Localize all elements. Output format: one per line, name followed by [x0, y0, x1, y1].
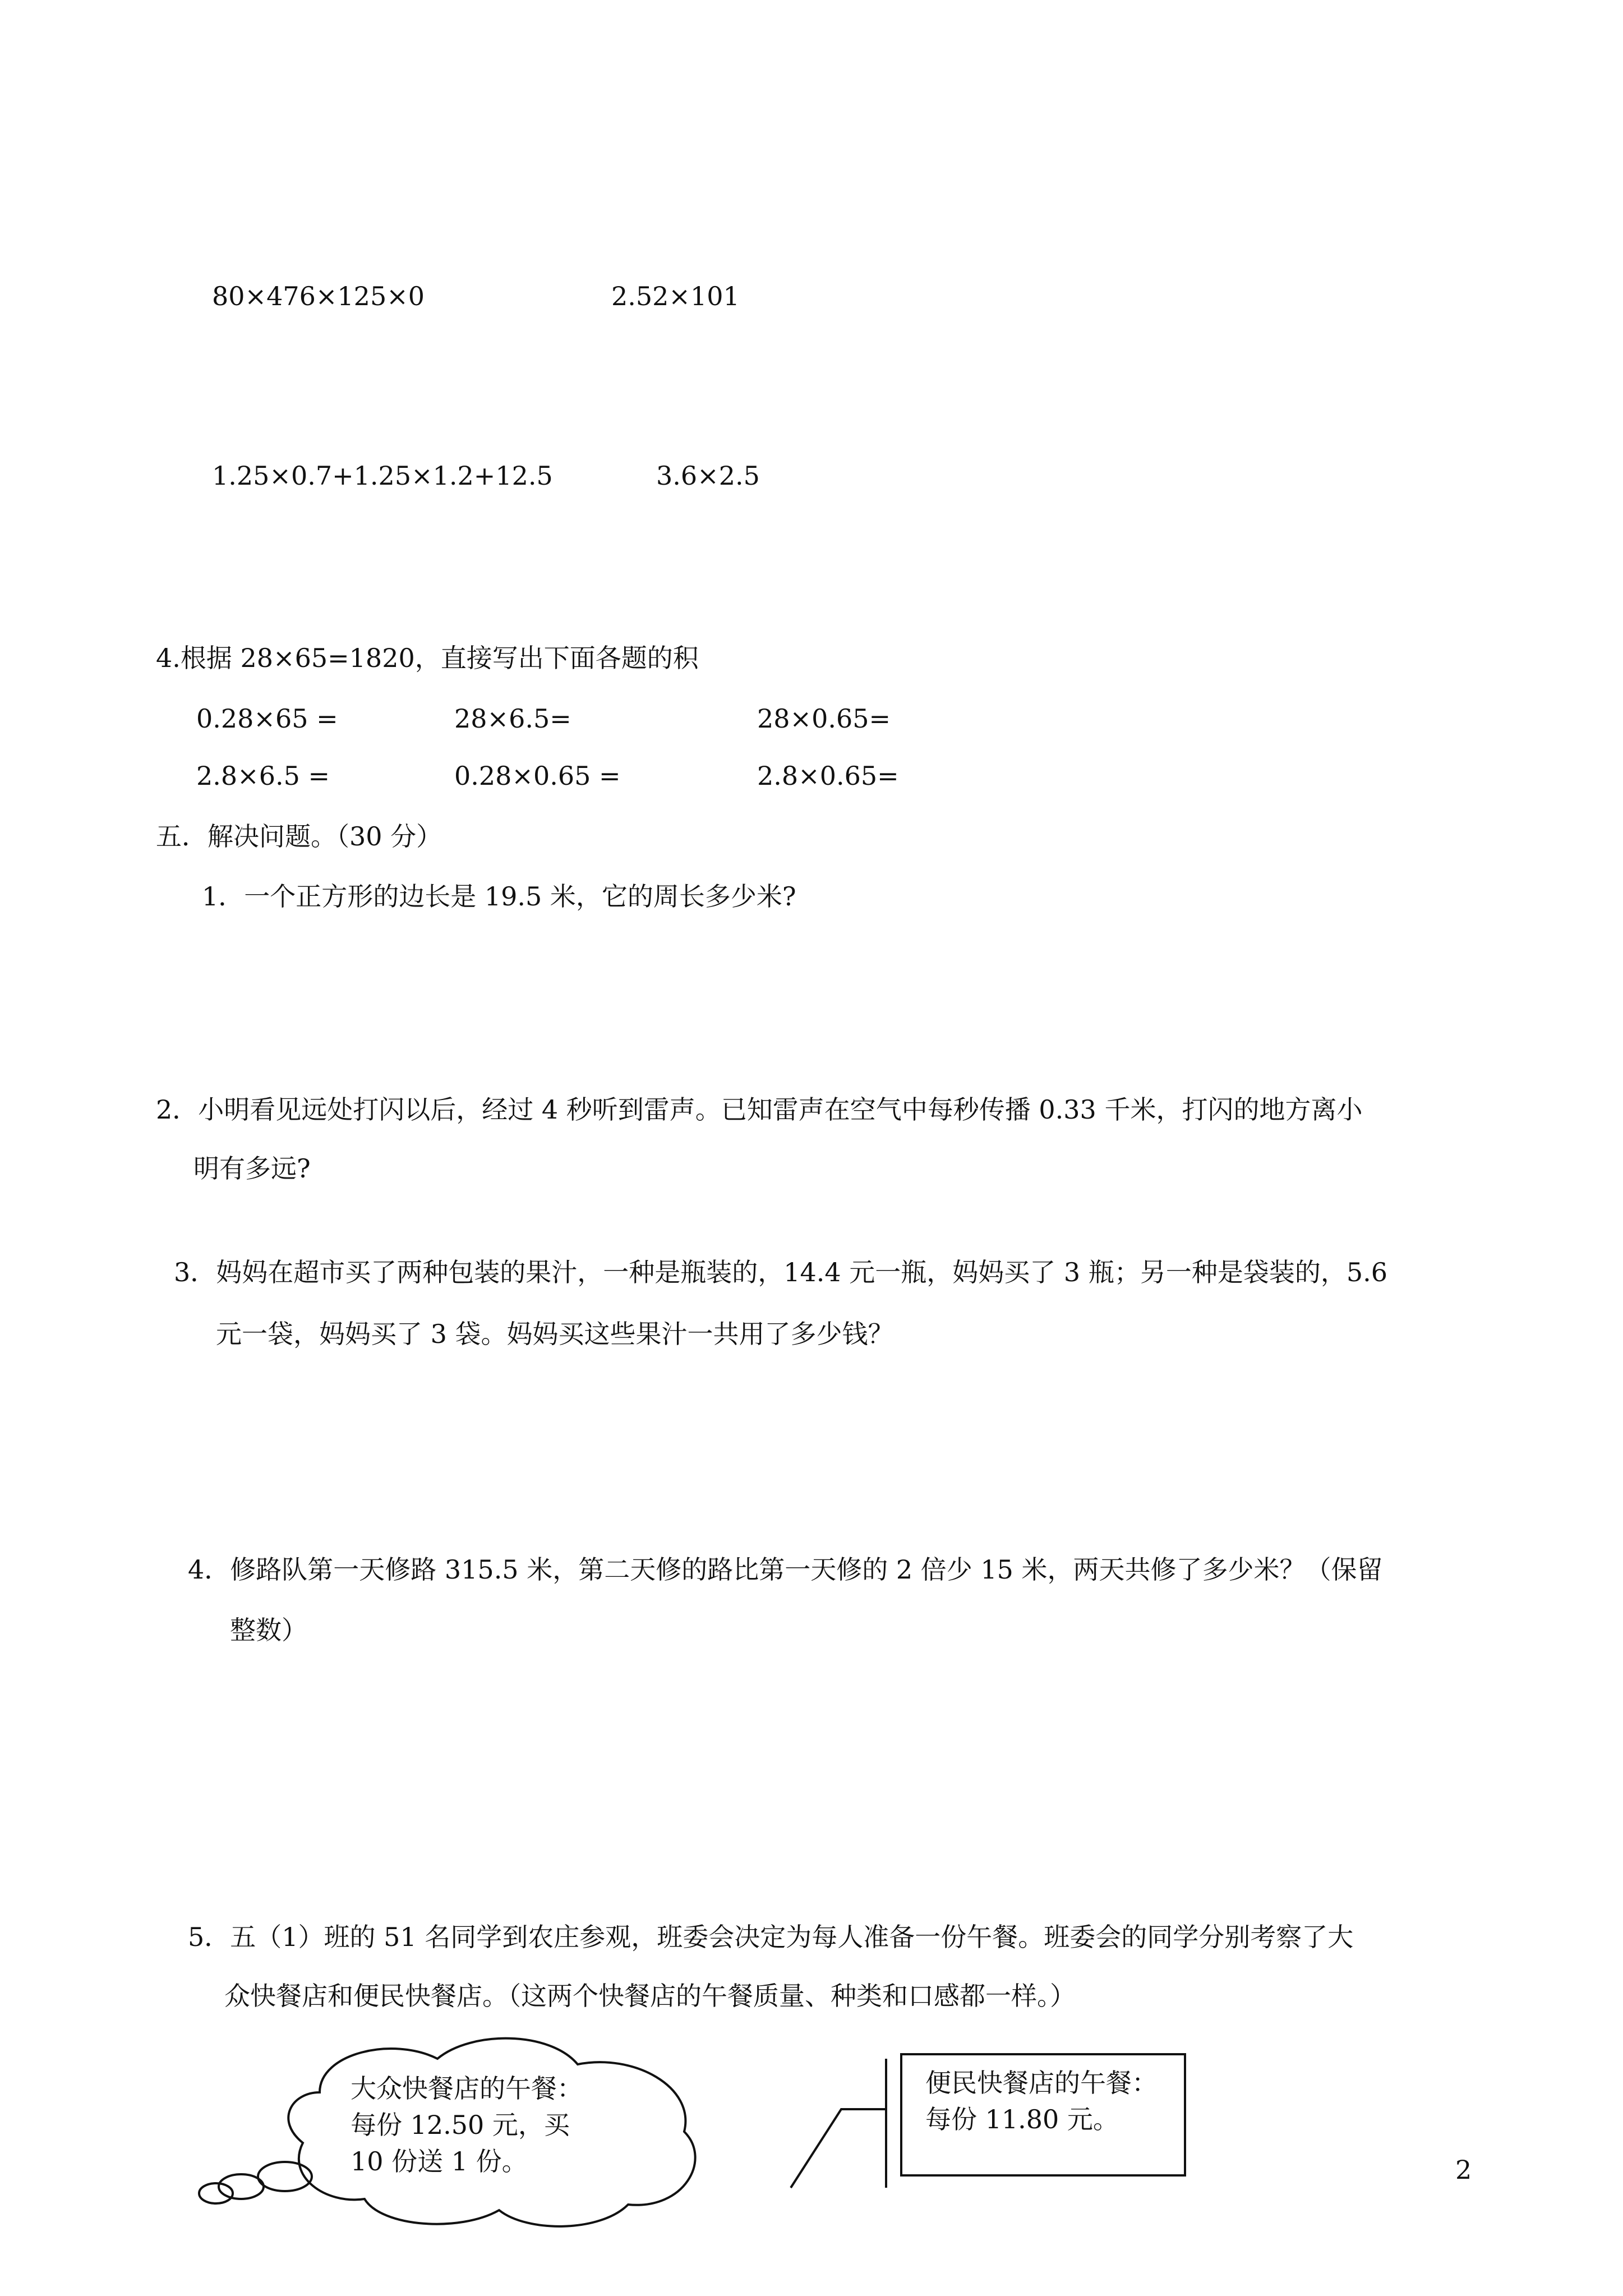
problem-2-line2: 明有多远? — [193, 1153, 311, 1184]
problem-5-line2: 众快餐店和便民快餐店。（这两个快餐店的午餐质量、种类和口感都一样。） — [224, 1981, 1076, 2011]
problem-4-line2: 整数） — [230, 1615, 307, 1645]
q4-item: 0.28×65 = — [196, 703, 338, 734]
cloud-text-line1: 大众快餐店的午餐： — [351, 2073, 583, 2104]
q4-item: 0.28×0.65 = — [454, 761, 621, 791]
expr-3: 1.25×0.7+1.25×1.2+12.5 — [212, 461, 553, 491]
problem-1: 1．一个正方形的边长是 19.5 米，它的周长多少米? — [202, 881, 796, 912]
q4-item: 2.8×6.5 = — [196, 761, 330, 791]
cloud-text-line3: 10 份送 1 份。 — [351, 2146, 528, 2177]
problem-3-line1: 3．妈妈在超市买了两种包装的果汁，一种是瓶装的，14.4 元一瓶，妈妈买了 3 瓶；另一种是袋装的，5.6 — [174, 1257, 1387, 1287]
problem-5-line1: 5．五（1）班的 51 名同学到农庄参观，班委会决定为每人准备一份午餐。班委会的同学分别考察了大 — [188, 1922, 1354, 1952]
page-number: 2 — [1455, 2155, 1472, 2185]
q4-title: 4.根据 28×65=1820，直接写出下面各题的积 — [156, 643, 699, 673]
problem-3-line2: 元一袋，妈妈买了 3 袋。妈妈买这些果汁一共用了多少钱？ — [216, 1319, 894, 1349]
q4-item: 2.8×0.65= — [757, 761, 899, 791]
expr-1: 80×476×125×0 — [212, 281, 425, 311]
problem-4-line1: 4．修路队第一天修路 315.5 米，第二天修的路比第一天修的 2 倍少 15 米，两天共修了多少米？（保留 — [188, 1554, 1383, 1585]
box-text-line2: 每份 11.80 元。 — [925, 2104, 1119, 2134]
pointer-lines — [774, 2047, 909, 2193]
problem-2-line1: 2．小明看见远处打闪以后，经过 4 秒听到雷声。已知雷声在空气中每秒传播 0.33 千米，打闪的地方离小 — [156, 1094, 1363, 1125]
section5-heading: 五．解决问题。（30 分） — [156, 821, 442, 852]
q4-item: 28×0.65= — [757, 703, 891, 734]
expr-2: 2.52×101 — [611, 281, 740, 311]
box-text-line1: 便民快餐店的午餐： — [925, 2068, 1158, 2098]
q4-item: 28×6.5= — [454, 703, 571, 734]
cloud-text-line2: 每份 12.50 元，买 — [351, 2110, 570, 2140]
expr-4: 3.6×2.5 — [656, 461, 760, 491]
